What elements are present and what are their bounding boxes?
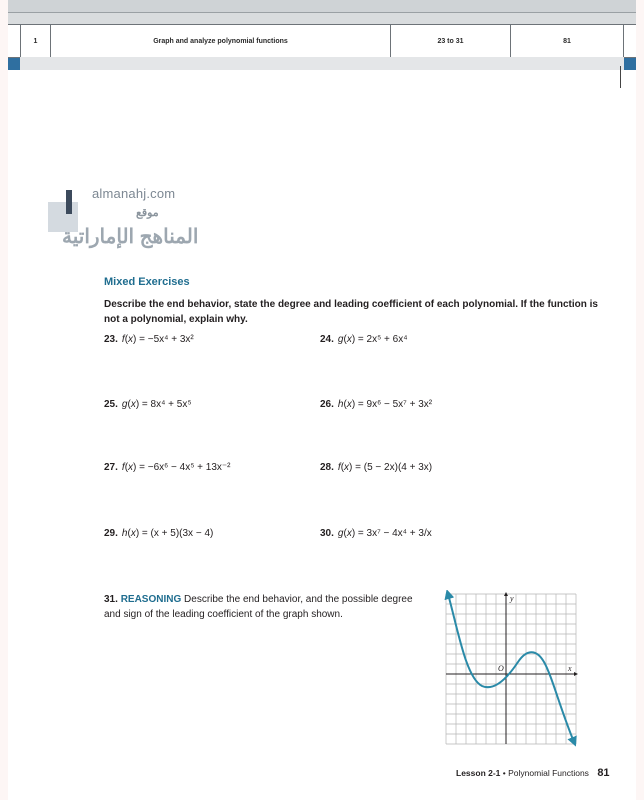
origin-label: O <box>498 664 504 673</box>
table-header-band <box>8 0 636 13</box>
exercise-expr: 2x⁵ + 6x⁴ <box>366 334 408 345</box>
x-axis-label: x <box>568 664 572 673</box>
exercise-expr: 3x⁷ − 4x⁴ + 3/x <box>366 528 432 539</box>
exercise-expr: (5 − 2x)(4 + 3x) <box>363 462 433 473</box>
watermark-arabic-1: موقع <box>136 207 159 219</box>
section-instructions: Describe the end behavior, state the degree and leading coefficient of each polynomial. If the function is not a polynomial, explain why. <box>104 299 598 325</box>
watermark <box>48 186 208 254</box>
reasoning-text: Describe the end behavior, and the possible degree and sign of the leading coefficient of the graph shown. <box>104 594 413 620</box>
exercise-31-number: 31. <box>104 594 118 605</box>
exercise-expr: −6x⁶ − 4x⁵ + 13x⁻² <box>147 462 231 473</box>
footer-bullet: • <box>502 768 506 778</box>
cell-topic: Graph and analyze polynomial functions <box>50 25 390 57</box>
watermark-logo-bar <box>66 190 72 214</box>
exercise-27: 27. f(x) = −6x⁶ − 4x⁵ + 13x⁻² <box>104 462 231 473</box>
exercise-30: 30. g(x) = 3x⁷ − 4x⁴ + 3/x <box>320 528 432 539</box>
exercise-28: 28. f(x) = (5 − 2x)(4 + 3x) <box>320 462 433 473</box>
watermark-site: almanahj.com <box>92 186 176 201</box>
exercise-expr: 8x⁴ + 5x⁵ <box>150 399 192 410</box>
footer-lesson: Lesson 2-1 <box>456 768 501 778</box>
top-table-strip <box>0 0 644 72</box>
exercise-29: 29. h(x) = (x + 5)(3x − 4) <box>104 528 214 539</box>
page-footer <box>456 767 610 779</box>
exercise-expr: 9x⁶ − 5x⁷ + 3x² <box>366 399 433 410</box>
exercise-24: 24. g(x) = 2x⁵ + 6x⁴ <box>320 334 408 345</box>
footer-page-number: 81 <box>597 767 610 779</box>
exercise-25: 25. g(x) = 8x⁴ + 5x⁵ <box>104 399 192 410</box>
polynomial-graph <box>440 590 580 748</box>
exercise-expr: (x + 5)(3x − 4) <box>150 528 214 539</box>
cell-lesson: 1 <box>20 25 50 57</box>
cell-page: 81 <box>510 25 624 57</box>
exercise-26: 26. h(x) = 9x⁶ − 5x⁷ + 3x² <box>320 399 433 410</box>
cell-exercises: 23 to 31 <box>390 25 510 57</box>
y-axis-label: y <box>510 594 514 603</box>
footer-title: Polynomial Functions <box>508 768 589 778</box>
exercise-23: 23. f(x) = −5x⁴ + 3x² <box>104 334 194 345</box>
table-next-row <box>20 57 624 71</box>
section-heading: Mixed Exercises <box>104 276 190 288</box>
graph-grid <box>446 594 576 744</box>
page-edge-mark <box>620 66 621 88</box>
table-row <box>8 24 636 58</box>
polynomial-curve <box>448 594 574 742</box>
exercise-expr: −5x⁴ + 3x² <box>147 334 194 345</box>
watermark-arabic-2: المناهج الإماراتية <box>62 226 199 248</box>
exercise-31 <box>104 592 424 622</box>
reasoning-keyword: REASONING <box>120 594 182 605</box>
